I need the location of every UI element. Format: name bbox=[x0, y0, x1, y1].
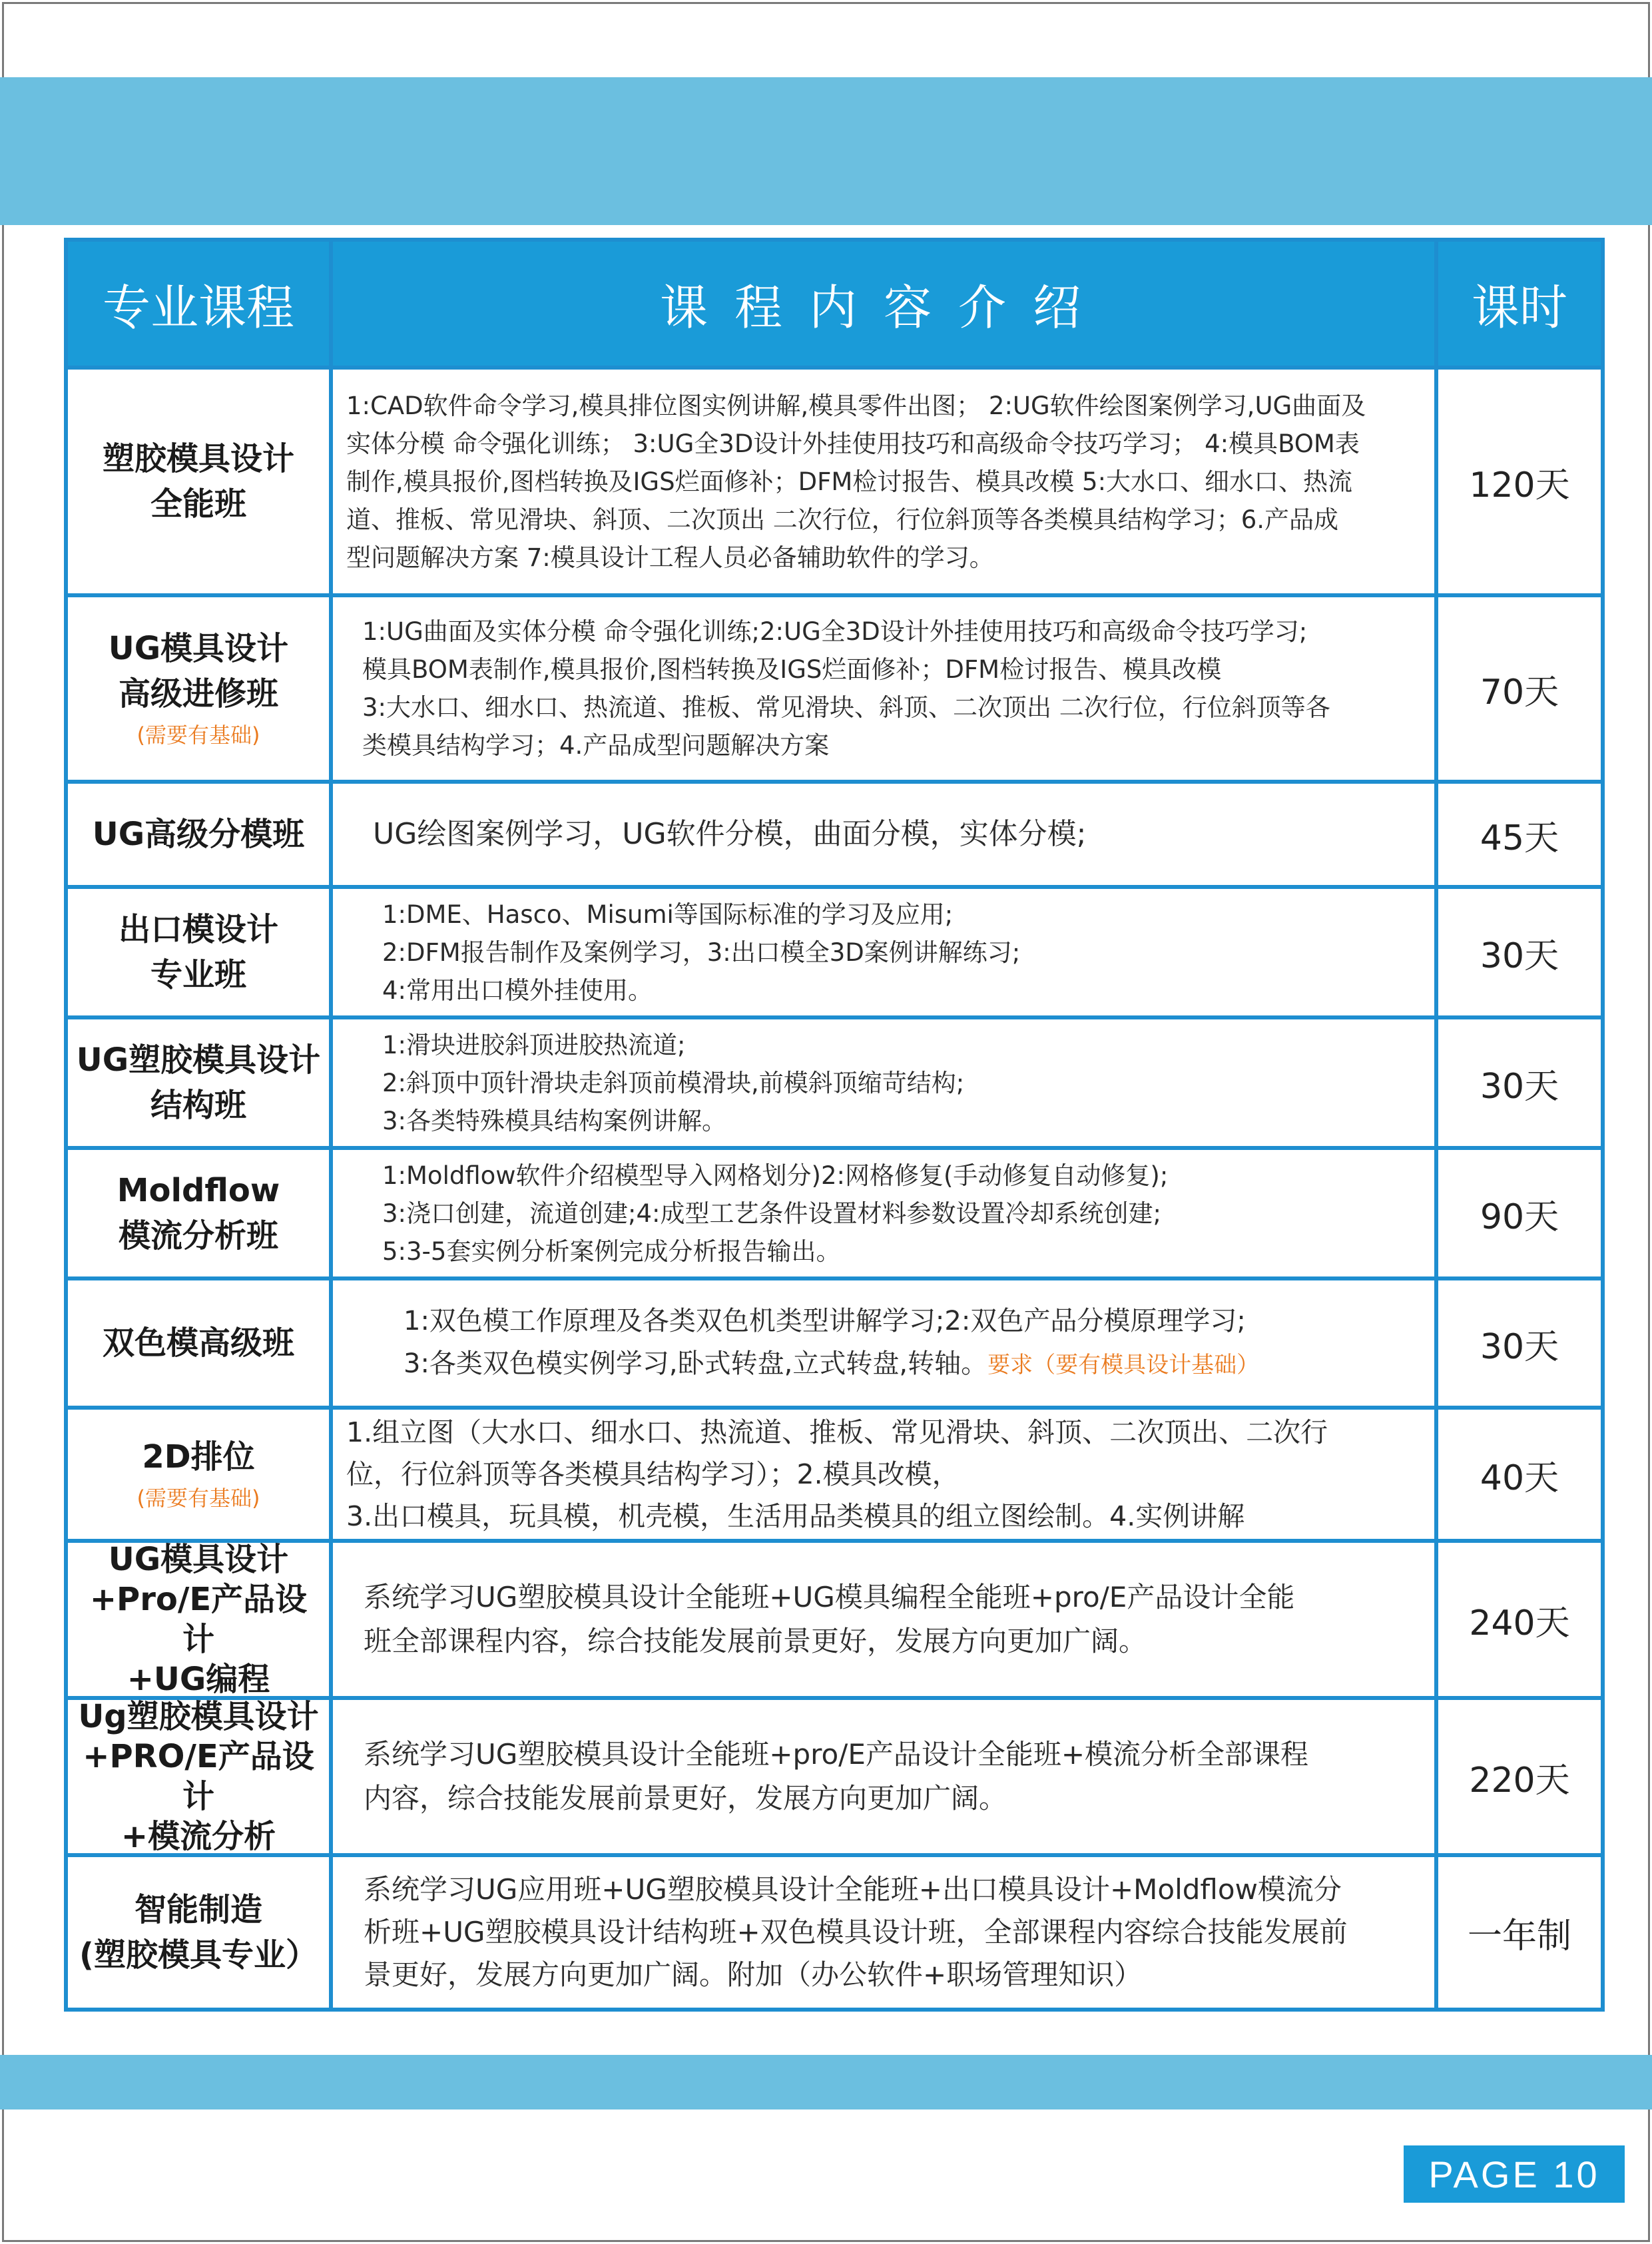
table-row bbox=[68, 1276, 1601, 1406]
course-hours: 30天 bbox=[1480, 1066, 1559, 1107]
course-desc-line: 3:各类特殊模具结构案例讲解。 bbox=[382, 1106, 727, 1135]
course-name: 高级进修班 bbox=[118, 675, 278, 712]
course-desc-line: 2:DFM报告制作及案例学习，3:出口模全3D案例讲解练习; bbox=[382, 938, 1021, 967]
course-content-cell bbox=[333, 1150, 1438, 1276]
course-desc-line: 班全部课程内容，综合技能发展前景更好，发展方向更加广阔。 bbox=[364, 1625, 1147, 1657]
top-banner bbox=[0, 77, 1652, 225]
course-hours: 220天 bbox=[1469, 1760, 1570, 1801]
course-desc-line: 3.出口模具，玩具模，机壳模，生活用品类模具的组立图绘制。4.实例讲解 bbox=[346, 1500, 1245, 1532]
course-name: UG塑胶模具设计 bbox=[76, 1041, 321, 1079]
course-desc-line: 内容，综合技能发展前景更好，发展方向更加广阔。 bbox=[364, 1782, 1007, 1815]
course-desc-line: 类模具结构学习；4.产品成型问题解决方案 bbox=[362, 731, 830, 760]
course-hours: 一年制 bbox=[1467, 1916, 1571, 1956]
table-row bbox=[68, 1539, 1601, 1696]
table-row bbox=[68, 593, 1601, 780]
table-row bbox=[68, 1015, 1601, 1146]
course-content-cell bbox=[333, 1700, 1438, 1853]
course-content-cell bbox=[333, 597, 1438, 780]
course-desc-line: 1:Moldflow软件介绍模型导入网格划分)2:网格修复(手动修复自动修复); bbox=[382, 1161, 1169, 1190]
course-desc-line: 系统学习UG塑胶模具设计全能班+pro/E产品设计全能班+模流分析全部课程 bbox=[364, 1738, 1309, 1771]
course-content-cell bbox=[333, 1410, 1438, 1539]
course-table bbox=[64, 238, 1605, 2012]
course-desc-line: 型问题解决方案 7:模具设计工程人员必备辅助软件的学习。 bbox=[346, 543, 994, 572]
course-desc-line: 道、推板、常见滑块、斜顶、二次顶出 二次行位，行位斜顶等各类模具结构学习；6.产品成 bbox=[346, 505, 1339, 534]
course-name: 双色模高级班 bbox=[102, 1324, 294, 1362]
course-name-cell bbox=[68, 597, 333, 780]
course-desc-line: 3:大水口、细水口、热流道、推板、常见滑块、斜顶、二次顶出 二次行位，行位斜顶等各 bbox=[362, 693, 1330, 722]
course-desc-line: 4:常用出口模外挂使用。 bbox=[382, 976, 653, 1005]
course-desc-line: 制作,模具报价,图档转换及IGS烂面修补；DFM检讨报告、模具改模 5:大水口、细水口、热流 bbox=[346, 467, 1353, 496]
course-name: 专业班 bbox=[150, 956, 246, 993]
course-content-cell bbox=[333, 1019, 1438, 1146]
course-hours: 240天 bbox=[1469, 1603, 1570, 1643]
course-desc-line: 3:各类双色模实例学习,卧式转盘,立式转盘,转轴。 bbox=[404, 1348, 988, 1379]
course-content-cell bbox=[333, 1280, 1438, 1406]
page-number: PAGE 10 bbox=[1404, 2145, 1625, 2203]
course-content-cell bbox=[333, 889, 1438, 1015]
bottom-banner bbox=[0, 2055, 1652, 2109]
course-content-cell bbox=[333, 1543, 1438, 1696]
course-hours: 70天 bbox=[1480, 672, 1559, 712]
table-row bbox=[68, 1696, 1601, 1853]
course-desc-line: 位，行位斜顶等各类模具结构学习）；2.模具改模， bbox=[346, 1458, 960, 1490]
course-hours: 90天 bbox=[1480, 1197, 1559, 1237]
course-desc-line: 系统学习UG塑胶模具设计全能班+UG模具编程全能班+pro/E产品设计全能 bbox=[364, 1581, 1295, 1613]
table-row bbox=[68, 1406, 1601, 1539]
course-desc-line: 模具BOM表制作,模具报价,图档转换及IGS烂面修补；DFM检讨报告、模具改模 bbox=[362, 655, 1222, 684]
table-row bbox=[68, 1853, 1601, 2008]
course-name-cell bbox=[68, 1019, 333, 1146]
course-desc-line: 实体分模 命令强化训练； 3:UG全3D设计外挂使用技巧和高级命令技巧学习； 4:模具BOM表 bbox=[346, 429, 1360, 458]
course-content-cell bbox=[333, 784, 1438, 885]
course-desc-line: 系统学习UG应用班+UG塑胶模具设计全能班+出口模具设计+Moldflow模流分 bbox=[364, 1873, 1342, 1906]
table-row bbox=[68, 1146, 1601, 1276]
course-name: +Pro/E产品设计 bbox=[89, 1581, 308, 1658]
header-hours: 课时 bbox=[1471, 280, 1567, 336]
course-desc-line: 1:CAD软件命令学习,模具排位图实例讲解,模具零件出图； 2:UG软件绘图案例学习,UG曲面及 bbox=[346, 391, 1366, 420]
course-desc-line: UG绘图案例学习，UG软件分模，曲面分模，实体分模; bbox=[373, 817, 1087, 851]
course-name: (塑胶模具专业） bbox=[79, 1936, 318, 1974]
course-name-cell bbox=[68, 889, 333, 1015]
course-content-cell bbox=[333, 370, 1438, 593]
course-desc-line: 景更好，发展方向更加广阔。附加（办公软件+职场管理知识） bbox=[364, 1958, 1143, 1991]
course-name: Moldflow bbox=[117, 1172, 280, 1209]
course-desc-line: 1:滑块进胶斜顶进胶热流道; bbox=[382, 1030, 686, 1059]
course-name: 结构班 bbox=[150, 1087, 246, 1124]
course-name: 出口模设计 bbox=[118, 911, 278, 948]
course-name-cell bbox=[68, 1280, 333, 1406]
course-name: 智能制造 bbox=[134, 1891, 262, 1928]
course-name: 模流分析班 bbox=[118, 1217, 278, 1255]
table-row bbox=[68, 780, 1601, 885]
course-desc-line: 3:浇口创建，流道创建;4:成型工艺条件设置材料参数设置冷却系统创建; bbox=[382, 1199, 1161, 1228]
course-name-cell bbox=[68, 1857, 333, 2008]
course-desc-line: 1:UG曲面及实体分模 命令强化训练;2:UG全3D设计外挂使用技巧和高级命令技巧学习; bbox=[362, 617, 1308, 646]
course-name: UG模具设计 bbox=[108, 1541, 289, 1578]
course-hours: 45天 bbox=[1480, 818, 1559, 858]
requirement-note: 要求（要有模具设计基础） bbox=[987, 1352, 1260, 1378]
table-row bbox=[68, 366, 1601, 593]
course-name: 全能班 bbox=[150, 485, 246, 523]
header-content: 课程内容介绍 bbox=[333, 242, 1438, 366]
course-name: UG高级分模班 bbox=[92, 816, 305, 853]
table-header bbox=[68, 242, 1601, 366]
course-name: +PRO/E产品设计 bbox=[83, 1738, 314, 1815]
course-name-cell bbox=[68, 1410, 333, 1539]
course-hours: 120天 bbox=[1469, 465, 1570, 505]
course-desc-line: 1:DME、Hasco、Misumi等国际标准的学习及应用; bbox=[382, 900, 954, 929]
course-hours: 40天 bbox=[1480, 1458, 1559, 1498]
prerequisite-note: (需要有基础) bbox=[137, 722, 260, 748]
course-desc-line: 5:3-5套实例分析案例完成分析报告输出。 bbox=[382, 1237, 841, 1266]
course-content-cell bbox=[333, 1857, 1438, 2008]
course-desc-line: 析班+UG塑胶模具设计结构班+双色模具设计班，全部课程内容综合技能发展前 bbox=[364, 1916, 1348, 1948]
course-name-cell bbox=[68, 1150, 333, 1276]
course-desc-line: 1:双色模工作原理及各类双色机类型讲解学习;2:双色产品分模原理学习; bbox=[404, 1306, 1246, 1336]
prerequisite-note: (需要有基础) bbox=[137, 1486, 260, 1511]
course-name: 塑胶模具设计 bbox=[102, 440, 294, 477]
course-name-cell bbox=[68, 1700, 333, 1853]
course-name: 2D排位 bbox=[142, 1438, 255, 1476]
course-name-cell bbox=[68, 784, 333, 885]
course-name: +模流分析 bbox=[121, 1818, 276, 1855]
header-course: 专业课程 bbox=[68, 242, 333, 366]
course-hours: 30天 bbox=[1480, 1326, 1559, 1367]
course-hours: 30天 bbox=[1480, 936, 1559, 976]
course-name: +UG编程 bbox=[127, 1661, 270, 1698]
course-desc-line: 2:斜顶中顶针滑块走斜顶前模滑块,前模斜顶缩苛结构; bbox=[382, 1068, 965, 1097]
course-desc-line: 1.组立图（大水口、细水口、热流道、推板、常见滑块、斜顶、二次顶出、二次行 bbox=[346, 1416, 1328, 1448]
course-name-cell bbox=[68, 370, 333, 593]
course-name: Ug塑胶模具设计 bbox=[78, 1698, 319, 1735]
table-row bbox=[68, 885, 1601, 1015]
course-name-cell bbox=[68, 1543, 333, 1696]
course-name: UG模具设计 bbox=[108, 630, 289, 667]
